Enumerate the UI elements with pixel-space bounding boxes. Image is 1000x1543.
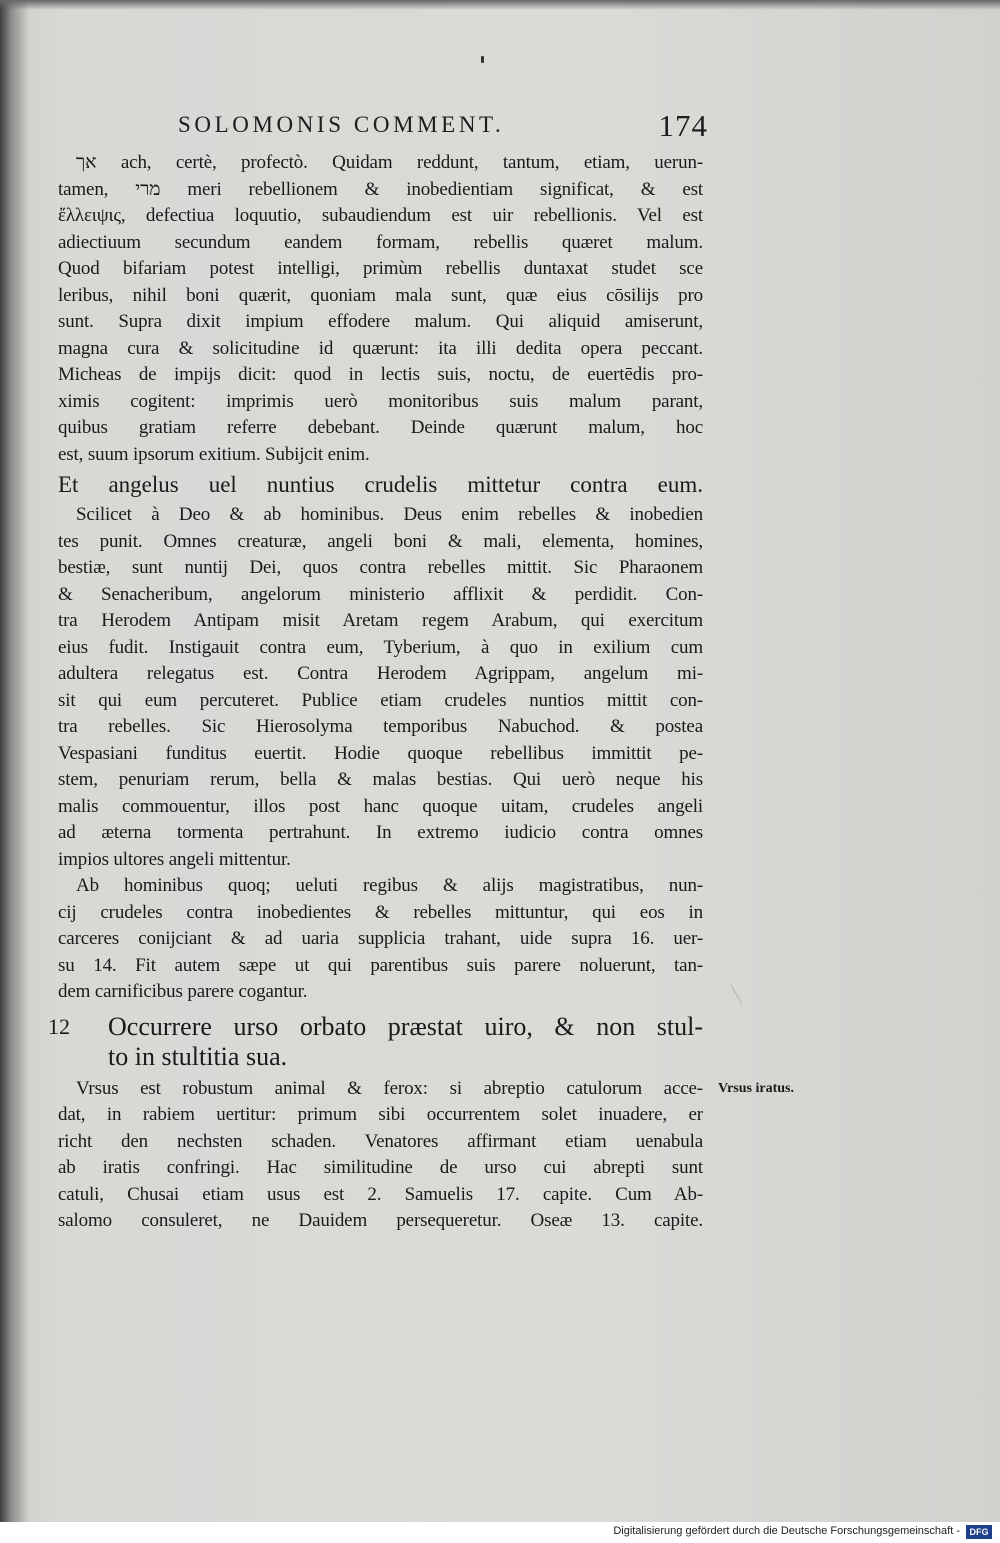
paragraph-3 [58, 873, 703, 1006]
text-line: sunt. Supra dixit impium effodere malum. Qui aliquid amiserunt, [58, 311, 703, 332]
text-line: ximis cogitent: imprimis uerò monitoribus suis malum parant, [58, 390, 703, 412]
paragraph-1 [58, 150, 703, 468]
text-line: אך ach, certè, profectò. Quidam reddunt, tantum, etiam, uerun- [76, 152, 703, 173]
page-header [178, 108, 718, 152]
page-number: 174 [658, 108, 708, 143]
text-line: dem carnificibus parere cogantur. [58, 981, 308, 1002]
text-line: stem, penuriam rerum, bella & malas bestias. Qui uerò neque his [58, 769, 703, 790]
text-line: su 14. Fit autem sæpe ut qui parentibus suis parere noluerunt, tan- [58, 954, 703, 976]
text-line: eius fudit. Instigauit contra eum, Tyberium, à quo in exilium cum [58, 636, 703, 658]
text-line: tra Herodem Antipam misit Aretam regem Arabum, qui exercitum [58, 610, 703, 631]
text-line: bestiæ, sunt nuntij Dei, quos contra rebelles mittit. Sic Pharaonem [58, 557, 703, 578]
text-line: adultera relegatus est. Contra Herodem Agrippam, angelum mi- [58, 663, 703, 684]
body-text [48, 150, 703, 1235]
page-gutter-shadow [0, 0, 28, 1522]
marginal-note: Vrsus iratus. [718, 1081, 794, 1096]
text-line: tes punit. Omnes creaturæ, angeli boni & mali, elementa, homines, [58, 530, 703, 552]
running-title: SOLOMONIS COMMENT. [178, 112, 505, 137]
text-line: ad æterna tormenta pertrahunt. In extremo iudicio contra omnes [58, 822, 703, 843]
dfg-logo-icon[interactable]: DFG [966, 1525, 992, 1539]
section-heading: Et angelus uel nuntius crudelis mittetur contra eum. [58, 472, 703, 497]
text-line: Scilicet à Deo & ab hominibus. Deus enim rebelles & inobedien [76, 504, 703, 525]
text-line: tra rebelles. Sic Hierosolyma temporibus Nabuchod. & postea [58, 716, 703, 737]
text-line: catuli, Chusai etiam usus est 2. Samuelis 17. capite. Cum Ab- [58, 1183, 703, 1205]
text-line: magna cura & solicitudine id quærunt: ita illi dedita opera peccant. [58, 337, 703, 359]
text-line: tamen, מרי meri rebellionem & inobedientiam significat, & est [58, 178, 703, 200]
verse-number: 12 [48, 1013, 70, 1039]
footer-bar [0, 1522, 1000, 1543]
printer-mark [481, 56, 484, 63]
page-top-shadow [0, 0, 1000, 10]
text-line: ἔλλειψις, defectiua loquutio, subaudiendum est uir rebellionis. Vel est [58, 205, 703, 226]
verse-line: to in stultitia sua. [108, 1041, 288, 1071]
verse-line: Occurrere urso orbato præstat uiro, & non stul- [108, 1011, 703, 1041]
text-line: Micheas de impijs dicit: quod in lectis suis, noctu, de euertēdis pro- [58, 364, 703, 385]
text-line: Ab hominibus quoq; ueluti regibus & alijs magistratibus, nun- [76, 875, 703, 896]
text-line: adiectiuum secundum eandem formam, rebellis quæret malum. [58, 231, 703, 253]
text-line: quibus gratiam referre debebant. Deinde quærunt malum, hoc [58, 417, 703, 438]
text-line: cij crudeles contra inobedientes & rebelles mittuntur, qui eos in [58, 901, 703, 923]
paragraph-4 [58, 1076, 703, 1235]
text-line: impios ultores angeli mittentur. [58, 848, 291, 870]
text-line: salomo consuleret, ne Dauidem persequeretur. Oseæ 13. capite. [58, 1210, 703, 1231]
text-line: leribus, nihil boni quærit, quoniam mala sunt, quæ eius cōsilijs pro [58, 284, 703, 306]
paper-blemish [731, 978, 755, 1005]
text-line: est, suum ipsorum exitium. Subijcit enim. [58, 443, 370, 465]
text-line: & Senacheribum, angelorum ministerio afflixit & perdidit. Con- [58, 583, 703, 605]
text-line: malis commouentur, illos post hanc quoque uitam, crudeles angeli [58, 795, 703, 817]
text-line: sit qui eum percuteret. Publice etiam crudeles nuntios mittit con- [58, 689, 703, 711]
funding-credit: Digitalisierung gefördert durch die Deutsche Forschungsgemeinschaft - [613, 1525, 960, 1537]
text-line: Vespasiani funditus euertit. Hodie quoque rebellibus immittit pe- [58, 742, 703, 764]
paragraph-2 [58, 502, 703, 873]
text-line: richt den nechsten schaden. Venatores affirmant etiam uenabula [58, 1130, 703, 1152]
text-line: carceres conijciant & ad uaria supplicia trahant, uide supra 16. uer- [58, 928, 703, 949]
text-line: Quod bifariam potest intelligi, primùm rebellis duntaxat studet sce [58, 258, 703, 279]
text-line: ab iratis confringi. Hac similitudine de urso cui abrepti sunt [58, 1157, 703, 1178]
text-line: dat, in rabiem uertitur: primum sibi occurrentem solet inuadere, er [58, 1104, 703, 1125]
text-line: Vrsus est robustum animal & ferox: si abreptio catulorum acce- [76, 1077, 703, 1099]
verse-12 [48, 1011, 703, 1072]
